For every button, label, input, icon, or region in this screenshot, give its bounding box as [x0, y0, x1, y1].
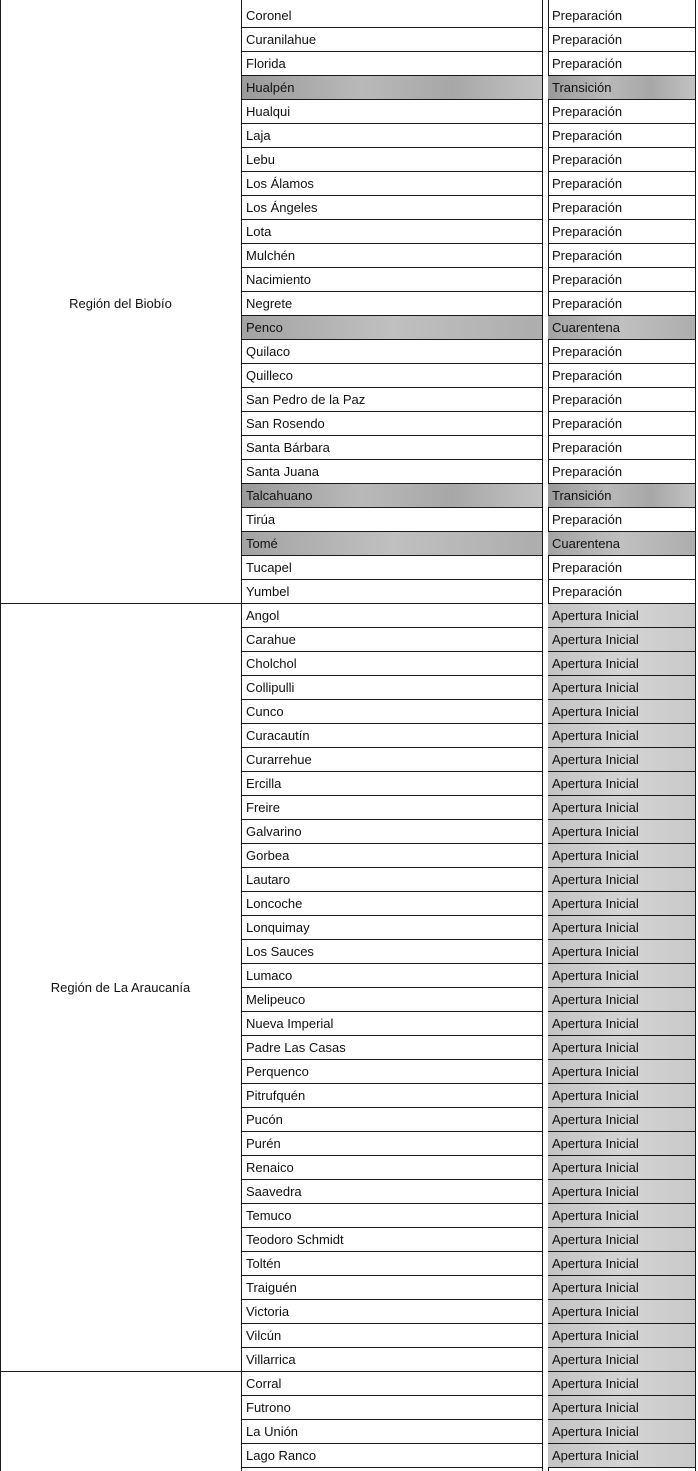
- comuna-cell: Corral: [246, 1376, 282, 1391]
- estado-cell: Apertura Inicial: [548, 1300, 695, 1324]
- comuna-cell: Los Álamos: [246, 176, 314, 191]
- comuna-cell: Lota: [246, 224, 272, 239]
- comuna-cell: Lautaro: [246, 872, 291, 887]
- comuna-cell: Talcahuano: [242, 484, 542, 508]
- estado-cell: Apertura Inicial: [548, 1276, 695, 1300]
- comuna-cell: Tirúa: [246, 512, 276, 527]
- comuna-cell: Purén: [246, 1136, 281, 1151]
- estado-cell: Preparación: [552, 296, 623, 311]
- comuna-cell: Loncoche: [246, 896, 303, 911]
- comuna-cell: Carahue: [246, 632, 296, 647]
- comuna-cell: Los Sauces: [246, 944, 314, 959]
- comuna-cell: San Pedro de la Paz: [246, 392, 366, 407]
- estado-cell: Apertura Inicial: [548, 1228, 695, 1252]
- estado-cell: Apertura Inicial: [548, 1324, 695, 1348]
- comuna-cell: Pitrufquén: [246, 1088, 306, 1103]
- estado-cell: Apertura Inicial: [548, 1012, 695, 1036]
- estado-cell: Apertura Inicial: [548, 964, 695, 988]
- estado-cell: Preparación: [552, 128, 623, 143]
- comuna-cell: Florida: [246, 56, 286, 71]
- estado-cell: Preparación: [552, 8, 623, 23]
- region-label: Región de La Araucanía: [50, 980, 191, 995]
- comuna-cell: Renaico: [246, 1160, 294, 1175]
- estado-cell: Apertura Inicial: [548, 820, 695, 844]
- estado-cell: Cuarentena: [548, 532, 695, 556]
- comuna-cell: Yumbel: [246, 584, 290, 599]
- comuna-cell: Temuco: [246, 1208, 292, 1223]
- estado-cell: Preparación: [552, 560, 623, 575]
- comuna-cell: Pucón: [246, 1112, 283, 1127]
- comuna-cell: Santa Juana: [246, 464, 320, 479]
- comuna-cell: Coronel: [246, 8, 292, 23]
- estado-cell: Preparación: [552, 248, 623, 263]
- comuna-cell: Cunco: [246, 704, 284, 719]
- comuna-cell: Melipeuco: [246, 992, 306, 1007]
- comuna-cell: Hualpén: [242, 76, 542, 100]
- comuna-cell: Lebu: [246, 152, 275, 167]
- estado-cell: Transición: [548, 76, 695, 100]
- estado-cell: Apertura Inicial: [548, 628, 695, 652]
- estado-cell: Apertura Inicial: [548, 700, 695, 724]
- comuna-cell: Cholchol: [246, 656, 297, 671]
- estado-cell: Apertura Inicial: [548, 1420, 695, 1444]
- estado-cell: Apertura Inicial: [548, 1396, 695, 1420]
- comuna-cell: Ercilla: [246, 776, 282, 791]
- estado-cell: Apertura Inicial: [548, 1372, 695, 1396]
- estado-cell: Apertura Inicial: [548, 868, 695, 892]
- estado-cell: Preparación: [552, 32, 623, 47]
- comuna-cell: Toltén: [246, 1256, 281, 1271]
- comuna-cell: Perquenco: [246, 1064, 309, 1079]
- comuna-cell: Victoria: [246, 1304, 290, 1319]
- estado-cell: Apertura Inicial: [548, 676, 695, 700]
- estado-cell: Apertura Inicial: [548, 940, 695, 964]
- estado-cell: Apertura Inicial: [548, 652, 695, 676]
- estado-cell: Preparación: [552, 368, 623, 383]
- estado-cell: Apertura Inicial: [548, 916, 695, 940]
- estado-cell: Apertura Inicial: [548, 988, 695, 1012]
- comuna-cell: Penco: [242, 316, 542, 340]
- comuna-cell: Vilcún: [246, 1328, 282, 1343]
- estado-cell: Apertura Inicial: [548, 1444, 695, 1468]
- region-label: Región del Biobío: [69, 296, 172, 311]
- estado-cell: Preparación: [552, 392, 623, 407]
- region-separator: [0, 1371, 241, 1372]
- comuna-cell: Padre Las Casas: [246, 1040, 346, 1055]
- estado-cell: Apertura Inicial: [548, 796, 695, 820]
- estado-cell: Apertura Inicial: [548, 1108, 695, 1132]
- row-line: [548, 1467, 696, 1468]
- estado-cell: Apertura Inicial: [548, 1036, 695, 1060]
- estado-cell: Apertura Inicial: [548, 1204, 695, 1228]
- comuna-cell: Negrete: [246, 296, 293, 311]
- estado-cell: Preparación: [552, 176, 623, 191]
- comuna-cell: Laja: [246, 128, 271, 143]
- comuna-cell: Collipulli: [246, 680, 295, 695]
- estado-cell: Preparación: [552, 440, 623, 455]
- comuna-cell: Galvarino: [246, 824, 302, 839]
- comuna-cell: Freire: [246, 800, 280, 815]
- estado-cell: Preparación: [552, 200, 623, 215]
- comuna-cell: Los Ángeles: [246, 200, 318, 215]
- region-separator: [0, 603, 241, 604]
- estado-cell: Apertura Inicial: [548, 844, 695, 868]
- comuna-cell: Saavedra: [246, 1184, 302, 1199]
- estado-cell: Transición: [548, 484, 695, 508]
- comuna-cell: Traiguén: [246, 1280, 297, 1295]
- estado-cell: Preparación: [552, 104, 623, 119]
- estado-cell: Apertura Inicial: [548, 1348, 695, 1372]
- estado-cell: Preparación: [552, 272, 623, 287]
- comuna-cell: La Unión: [246, 1424, 299, 1439]
- comuna-cell: Villarrica: [246, 1352, 296, 1367]
- estado-cell: Preparación: [552, 344, 623, 359]
- comuna-cell: Nacimiento: [246, 272, 312, 287]
- grid-vline: [0, 0, 1, 1471]
- comuna-cell: Lonquimay: [246, 920, 310, 935]
- estado-cell: Apertura Inicial: [548, 604, 695, 628]
- comuna-cell: Curacautín: [246, 728, 310, 743]
- estado-cell: Preparación: [552, 584, 623, 599]
- comuna-cell: Santa Bárbara: [246, 440, 330, 455]
- estado-cell: Apertura Inicial: [548, 1180, 695, 1204]
- estado-cell: Cuarentena: [548, 316, 695, 340]
- estado-cell: Apertura Inicial: [548, 748, 695, 772]
- comuna-cell: Tucapel: [246, 560, 292, 575]
- comuna-cell: Tomé: [242, 532, 542, 556]
- comuna-cell: Quilaco: [246, 344, 291, 359]
- comuna-cell: Curarrehue: [246, 752, 312, 767]
- comuna-cell: Quilleco: [246, 368, 293, 383]
- comuna-cell: Hualqui: [246, 104, 291, 119]
- estado-cell: Preparación: [552, 512, 623, 527]
- comuna-cell: Lago Ranco: [246, 1448, 317, 1463]
- estado-cell: Apertura Inicial: [548, 1252, 695, 1276]
- comuna-cell: Lumaco: [246, 968, 293, 983]
- comuna-cell: Mulchén: [246, 248, 296, 263]
- comuna-cell: Nueva Imperial: [246, 1016, 334, 1031]
- comuna-cell: Gorbea: [246, 848, 290, 863]
- estado-cell: Preparación: [552, 56, 623, 71]
- estado-cell: Preparación: [552, 416, 623, 431]
- estado-cell: Apertura Inicial: [548, 1156, 695, 1180]
- comuna-cell: Curanilahue: [246, 32, 317, 47]
- row-line: [241, 1467, 543, 1468]
- comuna-cell: Angol: [246, 608, 280, 623]
- estado-cell: Apertura Inicial: [548, 1084, 695, 1108]
- estado-cell: Preparación: [552, 152, 623, 167]
- comuna-cell: Teodoro Schmidt: [246, 1232, 344, 1247]
- comuna-cell: San Rosendo: [246, 416, 325, 431]
- estado-cell: Apertura Inicial: [548, 1132, 695, 1156]
- estado-cell: Apertura Inicial: [548, 892, 695, 916]
- estado-cell: Apertura Inicial: [548, 1060, 695, 1084]
- estado-cell: Preparación: [552, 224, 623, 239]
- estado-cell: Preparación: [552, 464, 623, 479]
- estado-cell: Apertura Inicial: [548, 724, 695, 748]
- estado-cell: Apertura Inicial: [548, 772, 695, 796]
- comuna-cell: Futrono: [246, 1400, 291, 1415]
